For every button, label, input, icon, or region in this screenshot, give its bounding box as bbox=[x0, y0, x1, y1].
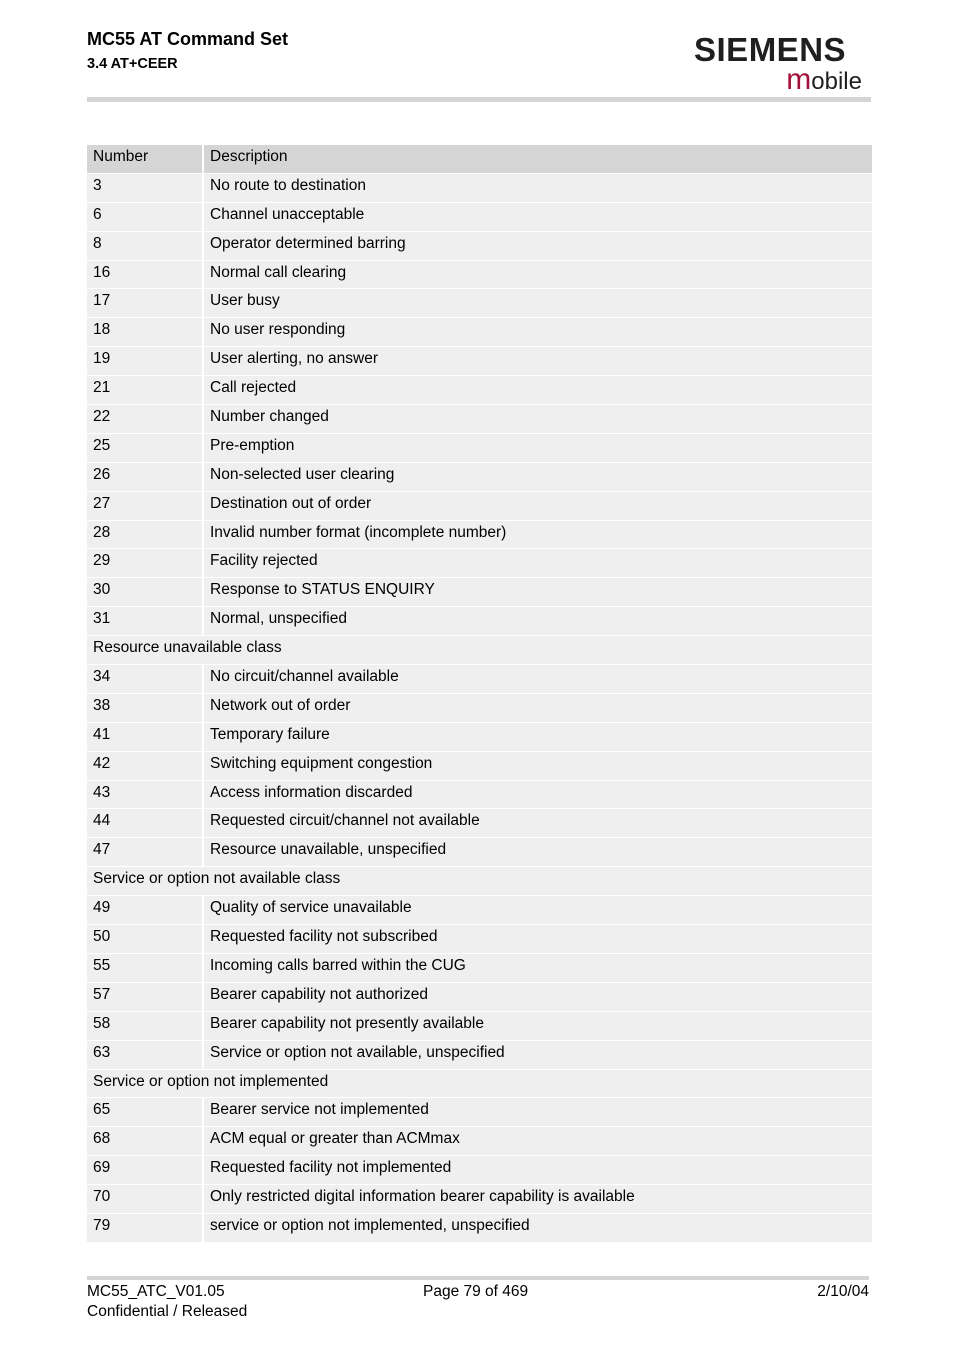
error-number: 6 bbox=[87, 203, 204, 231]
error-description: Requested circuit/channel not available bbox=[210, 812, 480, 830]
error-number: 3 bbox=[87, 174, 204, 202]
error-number: 50 bbox=[87, 925, 204, 953]
table-row bbox=[87, 289, 872, 318]
error-number: 38 bbox=[87, 694, 204, 722]
error-description: Bearer capability not authorized bbox=[210, 985, 428, 1003]
error-description: User busy bbox=[210, 292, 280, 310]
error-number: 8 bbox=[87, 232, 204, 260]
table-row bbox=[87, 1041, 872, 1070]
error-description: Call rejected bbox=[210, 379, 297, 397]
table-row bbox=[87, 578, 872, 607]
error-number: 41 bbox=[87, 723, 204, 751]
logo-wordmark: SIEMENS bbox=[694, 31, 847, 68]
header-divider bbox=[87, 97, 871, 102]
error-number: 57 bbox=[87, 983, 204, 1011]
error-description: Destination out of order bbox=[210, 494, 372, 512]
error-number: 58 bbox=[87, 1012, 204, 1040]
table-row bbox=[87, 983, 872, 1012]
error-number: 43 bbox=[87, 781, 204, 809]
logo-mobile-rest: obile bbox=[811, 68, 862, 95]
footer-divider bbox=[87, 1276, 869, 1280]
error-description: No route to destination bbox=[210, 176, 366, 194]
error-number: 16 bbox=[87, 261, 204, 289]
error-description: Normal call clearing bbox=[210, 263, 347, 281]
table-class-row bbox=[87, 1070, 872, 1099]
error-number: 42 bbox=[87, 752, 204, 780]
error-description: No circuit/channel available bbox=[210, 668, 399, 686]
logo-mobile-text bbox=[786, 63, 862, 96]
table-row bbox=[87, 463, 872, 492]
table-row bbox=[87, 1127, 872, 1156]
error-description: Response to STATUS ENQUIRY bbox=[210, 581, 435, 599]
table-row bbox=[87, 838, 872, 867]
error-number: 22 bbox=[87, 405, 204, 433]
error-description: Requested facility not implemented bbox=[210, 1159, 452, 1177]
error-number: 68 bbox=[87, 1127, 204, 1155]
error-number: 65 bbox=[87, 1098, 204, 1126]
column-header-description: Description bbox=[210, 148, 288, 165]
error-number: 29 bbox=[87, 549, 204, 577]
footer-date: 2/10/04 bbox=[817, 1283, 869, 1300]
error-description: ACM equal or greater than ACMmax bbox=[210, 1130, 460, 1148]
table-row bbox=[87, 954, 872, 983]
table-row bbox=[87, 405, 872, 434]
table-row bbox=[87, 232, 872, 261]
table-row bbox=[87, 1012, 872, 1041]
footer-doc-id: MC55_ATC_V01.05 bbox=[87, 1283, 225, 1300]
table-class-row bbox=[87, 867, 872, 896]
table-row bbox=[87, 694, 872, 723]
error-description: Requested facility not subscribed bbox=[210, 928, 438, 946]
error-description: Network out of order bbox=[210, 696, 351, 714]
error-description: Resource unavailable, unspecified bbox=[210, 841, 447, 859]
table-row bbox=[87, 318, 872, 347]
table-row bbox=[87, 1098, 872, 1127]
table-row bbox=[87, 1214, 872, 1243]
error-description: User alerting, no answer bbox=[210, 350, 378, 368]
logo-mobile-m: m bbox=[786, 63, 812, 96]
error-code-table bbox=[87, 145, 872, 1243]
table-row bbox=[87, 261, 872, 290]
error-number: 30 bbox=[87, 578, 204, 606]
error-number: 17 bbox=[87, 289, 204, 317]
error-description: Facility rejected bbox=[210, 552, 318, 570]
error-number: 19 bbox=[87, 347, 204, 375]
error-description: No user responding bbox=[210, 321, 346, 339]
table-class-row bbox=[87, 636, 872, 665]
table-row bbox=[87, 781, 872, 810]
error-description: service or option not implemented, unspecified bbox=[210, 1216, 530, 1234]
table-row bbox=[87, 752, 872, 781]
table-row bbox=[87, 607, 872, 636]
class-label: Resource unavailable class bbox=[93, 639, 282, 657]
error-description: Non-selected user clearing bbox=[210, 465, 395, 483]
error-description: Bearer service not implemented bbox=[210, 1101, 429, 1119]
error-number: 31 bbox=[87, 607, 204, 635]
error-number: 25 bbox=[87, 434, 204, 462]
error-description: Quality of service unavailable bbox=[210, 899, 412, 917]
error-number: 21 bbox=[87, 376, 204, 404]
footer-page-number: Page 79 of 469 bbox=[423, 1283, 529, 1300]
error-number: 79 bbox=[87, 1214, 204, 1242]
table-row bbox=[87, 1156, 872, 1185]
column-header-number: Number bbox=[87, 145, 204, 173]
table-row bbox=[87, 347, 872, 376]
table-row bbox=[87, 925, 872, 954]
error-description: Invalid number format (incomplete number) bbox=[210, 523, 507, 541]
table-row bbox=[87, 492, 872, 521]
table-row bbox=[87, 521, 872, 550]
error-number: 55 bbox=[87, 954, 204, 982]
error-description: Normal, unspecified bbox=[210, 610, 347, 628]
error-number: 47 bbox=[87, 838, 204, 866]
error-description: Bearer capability not presently available bbox=[210, 1014, 484, 1032]
footer-status: Confidential / Released bbox=[87, 1303, 248, 1320]
table-header-row bbox=[87, 145, 872, 174]
error-description: Channel unacceptable bbox=[210, 205, 365, 223]
table-row bbox=[87, 174, 872, 203]
error-description: Access information discarded bbox=[210, 783, 413, 801]
document-title: MC55 AT Command Set bbox=[87, 29, 289, 49]
error-number: 63 bbox=[87, 1041, 204, 1069]
table-row bbox=[87, 203, 872, 232]
table-row bbox=[87, 376, 872, 405]
error-number: 70 bbox=[87, 1185, 204, 1213]
error-description: Incoming calls barred within the CUG bbox=[210, 956, 466, 974]
error-description: Switching equipment congestion bbox=[210, 754, 433, 772]
error-number: 28 bbox=[87, 521, 204, 549]
table-row bbox=[87, 896, 872, 925]
table-row bbox=[87, 665, 872, 694]
class-label: Service or option not available class bbox=[93, 870, 341, 888]
error-description: Operator determined barring bbox=[210, 234, 406, 252]
error-number: 26 bbox=[87, 463, 204, 491]
error-description: Pre-emption bbox=[210, 436, 295, 454]
error-number: 44 bbox=[87, 809, 204, 837]
error-number: 49 bbox=[87, 896, 204, 924]
table-row bbox=[87, 549, 872, 578]
class-label: Service or option not implemented bbox=[93, 1072, 329, 1090]
error-description: Service or option not available, unspecified bbox=[210, 1043, 505, 1061]
table-row bbox=[87, 809, 872, 838]
table-row bbox=[87, 723, 872, 752]
error-number: 69 bbox=[87, 1156, 204, 1184]
section-title: 3.4 AT+CEER bbox=[87, 56, 178, 72]
error-description: Only restricted digital information bearer capability is available bbox=[210, 1188, 635, 1206]
error-number: 34 bbox=[87, 665, 204, 693]
table-row bbox=[87, 1185, 872, 1214]
error-description: Number changed bbox=[210, 408, 329, 426]
error-description: Temporary failure bbox=[210, 725, 330, 743]
siemens-mobile-logo bbox=[694, 32, 866, 96]
error-number: 18 bbox=[87, 318, 204, 346]
error-number: 27 bbox=[87, 492, 204, 520]
table-row bbox=[87, 434, 872, 463]
